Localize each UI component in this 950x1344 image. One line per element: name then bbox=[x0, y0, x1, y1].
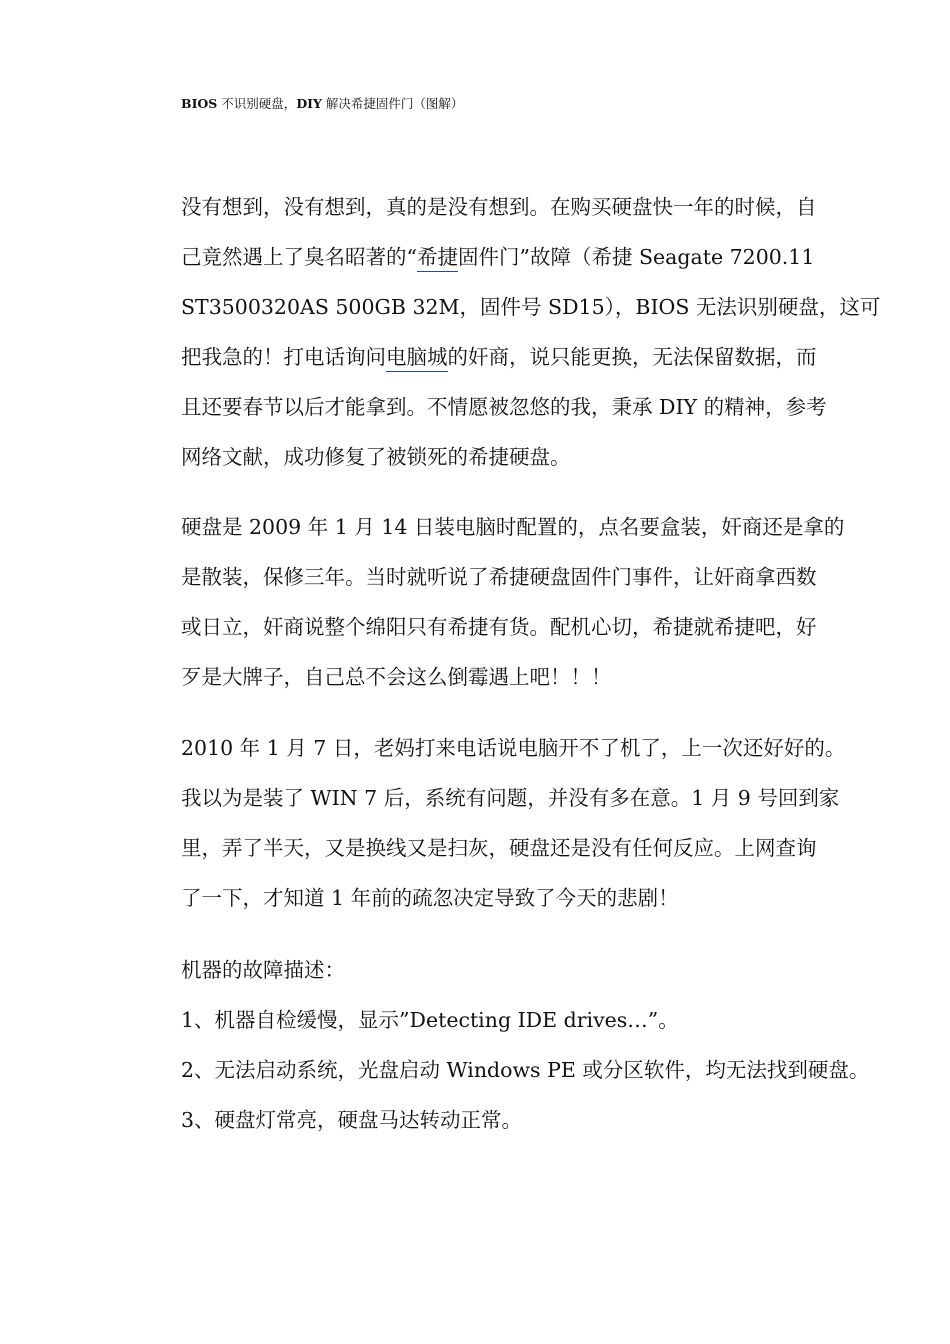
paragraph-line bbox=[181, 332, 853, 382]
paragraph-line bbox=[181, 232, 853, 282]
paragraph-line: 2010 年 1 月 7 日，老妈打来电话说电脑开不了机了，上一次还好好的。 bbox=[181, 736, 846, 760]
paragraph-line: ST3500320AS 500GB 32M，固件号 SD15），BIOS 无法识别硬盘，这可 bbox=[181, 295, 881, 319]
link-diannaocheng[interactable]: 电脑城 bbox=[386, 345, 448, 372]
fault-item-1: 1、机器自检缓慢，显示”Detecting IDE drives…”。 bbox=[181, 1008, 679, 1032]
link-xijie[interactable]: 希捷 bbox=[417, 245, 458, 272]
fault-item-3: 3、硬盘灯常亮，硬盘马达转动正常。 bbox=[181, 1108, 523, 1132]
paragraph-line: 或日立，奸商说整个绵阳只有希捷有货。配机心切，希捷就希捷吧，好 bbox=[181, 615, 817, 639]
paragraph-line: 硬盘是 2009 年 1 月 14 日装电脑时配置的，点名要盒装，奸商还是拿的 bbox=[181, 515, 845, 539]
title-bold-bios: BIOS bbox=[181, 96, 218, 111]
document-title bbox=[181, 96, 463, 112]
paragraph-line: 我以为是装了 WIN 7 后，系统有问题，并没有多在意。1 月 9 号回到家 bbox=[181, 786, 840, 810]
paragraph-purchase bbox=[181, 502, 853, 702]
paragraph-incident bbox=[181, 723, 853, 923]
line-text: 把我急的！打电话询问 bbox=[181, 345, 386, 369]
paragraph-line: 了一下，才知道 1 年前的疏忽决定导致了今天的悲剧！ bbox=[181, 886, 679, 910]
line-text: 己竟然遇上了臭名昭著的“ bbox=[181, 245, 417, 269]
paragraph-line: 且还要春节以后才能拿到。不情愿被忽悠的我，秉承 DIY 的精神，参考 bbox=[181, 395, 827, 419]
title-text-2: 解决希捷固件门（图解） bbox=[321, 96, 464, 111]
paragraph-intro bbox=[181, 182, 881, 482]
line-text: 的奸商，说只能更换，无法保留数据，而 bbox=[447, 345, 817, 369]
paragraph-line: 没有想到，没有想到，真的是没有想到。在购买硬盘快一年的时候，自 bbox=[181, 195, 817, 219]
paragraph-line: 是散装，保修三年。当时就听说了希捷硬盘固件门事件，让奸商拿西数 bbox=[181, 565, 817, 589]
paragraph-line: 里，弄了半天，又是换线又是扫灰，硬盘还是没有任何反应。上网查询 bbox=[181, 836, 817, 860]
paragraph-line: 网络文献，成功修复了被锁死的希捷硬盘。 bbox=[181, 445, 571, 469]
title-bold-diy: DIY bbox=[296, 96, 322, 111]
title-text-1: 不识别硬盘， bbox=[217, 96, 297, 111]
paragraph-line: 歹是大牌子，自己总不会这么倒霉遇上吧！！！ bbox=[181, 665, 612, 689]
fault-heading: 机器的故障描述： bbox=[181, 958, 345, 982]
fault-item-2: 2、无法启动系统，光盘启动 Windows PE 或分区软件，均无法找到硬盘。 bbox=[181, 1058, 870, 1082]
line-text: 固件门”故障（希捷 Seagate 7200.11 bbox=[457, 245, 815, 269]
